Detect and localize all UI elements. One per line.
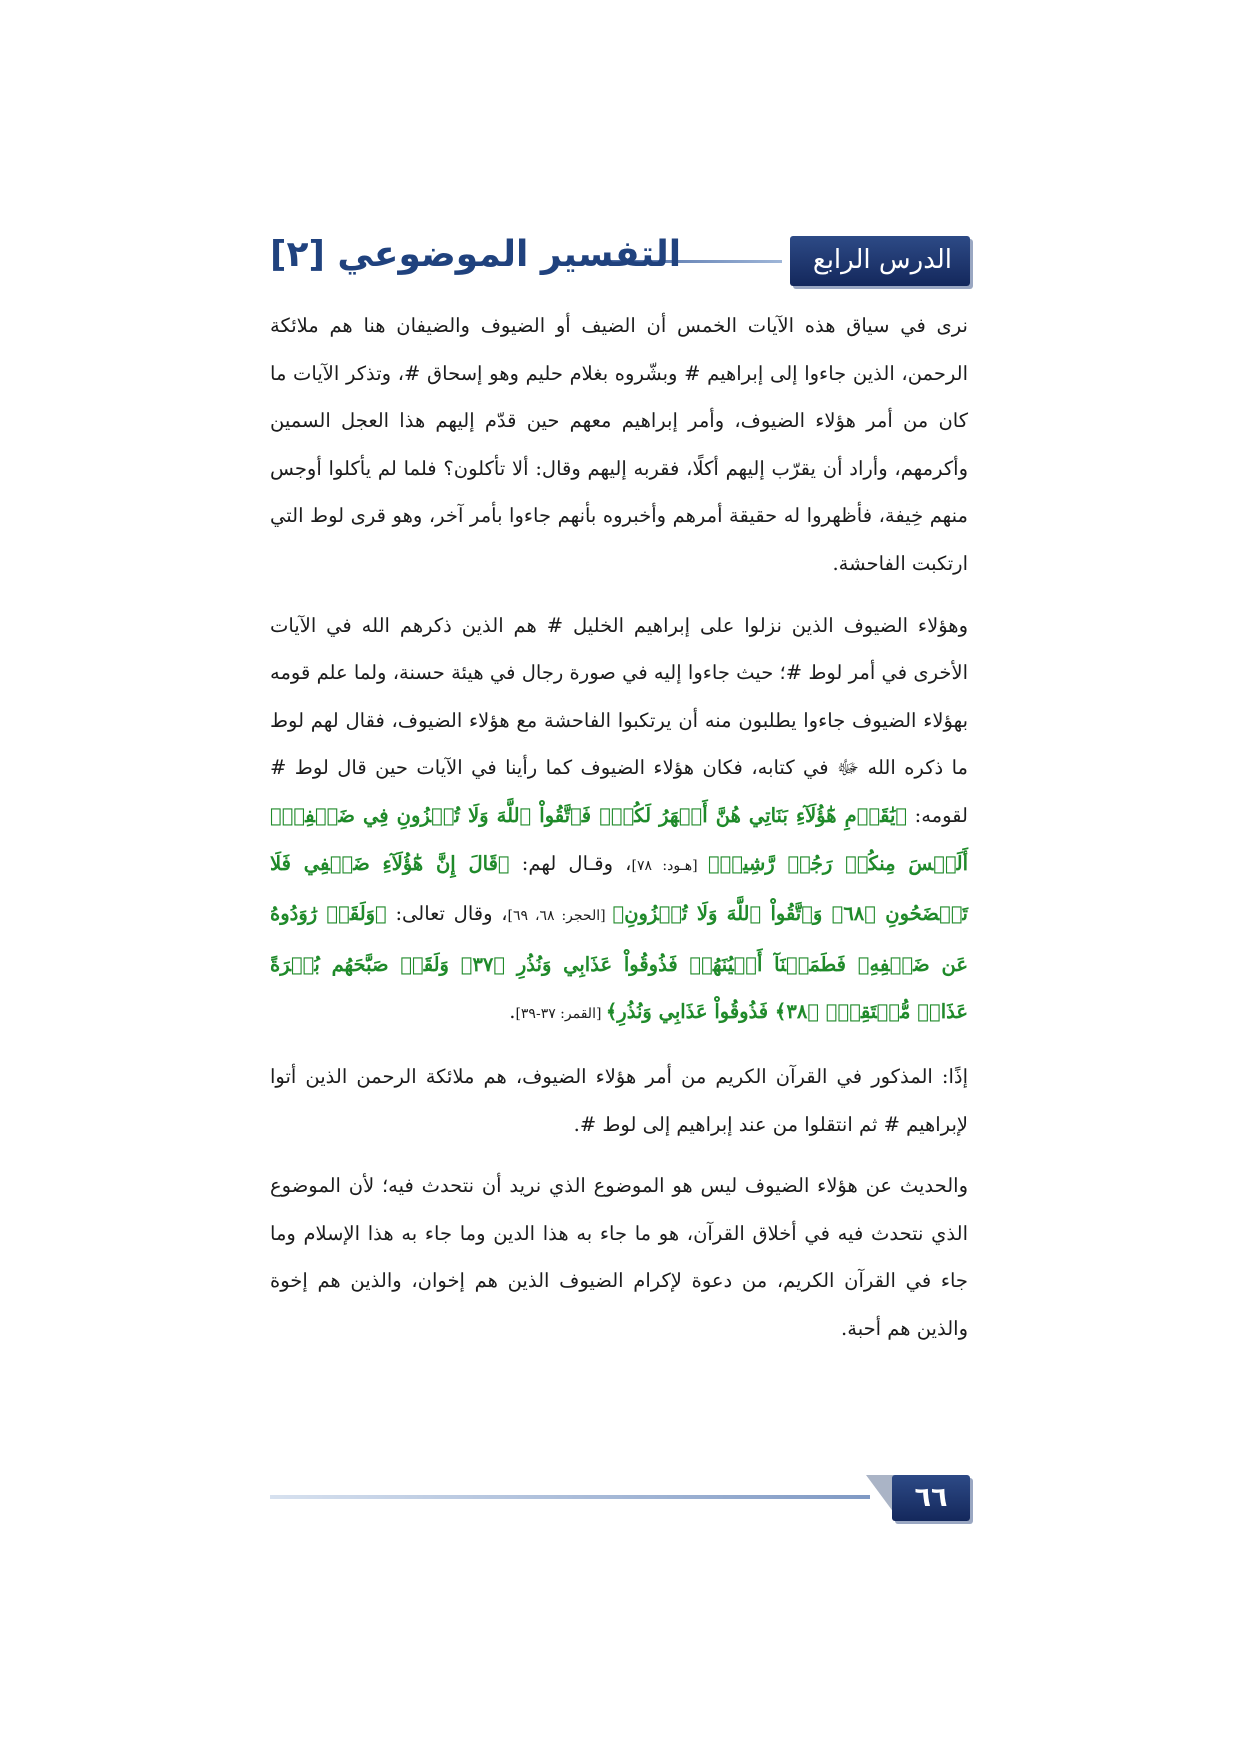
quran-verse: ﴿يَٰقَوۡمِ هَٰٓؤُلَآءِ بَنَاتِي هُنَّ أَطۡهَرُ لَكُمۡۖ فَٱتَّقُواْ ٱللَّهَ وَلَا تُخۡزُونِ فِي ضَيۡفِيٓۖ أَلَيۡسَ مِنكُمۡ رَجُلٞ رَّشِيدٞ﴾ <box>270 803 968 875</box>
lesson-label: الدرس الرابع <box>812 245 952 275</box>
paragraph-text: والحديث عن هؤلاء الضيوف ليس هو الموضوع الذي نريد أن نتحدث فيه؛ لأن الموضوع الذي نتحدث فيه في أخلاق القرآن، هو ما جاء به هذا الدين وما جاء به هذا الإسلام وما جاء في القرآن الكريم، من دعوة لإكرام الضيوف الذين هم إخوان، والذين هم إخوة والذين هم أحبة. <box>270 1174 968 1340</box>
paragraph-text: ، وقال تعالى: <box>386 902 508 926</box>
verse-reference: [هـود: ٧٨] <box>631 857 708 874</box>
page-header <box>270 228 970 290</box>
verse-reference: [الحجر: ٦٨، ٦٩] <box>507 908 613 925</box>
quran-verse: ﴿قَالَ إِنَّ هَٰٓؤُلَآءِ ضَيۡفِي فَلَا تَفۡضَحُونِ ﴿٦٨﴾ وَٱتَّقُواْ ٱللَّهَ وَلَا تُخۡزُونِ﴾ <box>270 851 968 926</box>
paragraph-text: إذًا: المذكور في القرآن الكريم من أمر هؤلاء الضيوف، هم ملائكة الرحمن الذين أتوا لإبراهيم # ثم انتقلوا من عند إبراهيم إلى لوط #. <box>270 1064 968 1136</box>
main-text <box>270 302 968 1366</box>
page-footer <box>270 1475 970 1525</box>
paragraph <box>270 1053 968 1148</box>
page-number: ٦٦ <box>892 1475 970 1521</box>
footer-divider <box>270 1495 870 1499</box>
verse-reference: [القمر: ٣٧-٣٩] <box>515 1006 606 1023</box>
paragraph-text: . <box>509 1000 516 1024</box>
paragraph-text: وهؤلاء الضيوف الذين نزلوا على إبراهيم الخليل # هم الذين ذكرهم الله في الآيات الأخرى في أمر لوط #؛ حيث جاءوا إليه في صورة رجال في هيئة حسنة، ولما علم قومه بهؤلاء الضيوف جاءوا يطلبون منه أن يرتكبوا الفاحشة مع هؤلاء الضيوف، فقال لهم لوط ما ذكره الله ﷻ في كتابه، فكان هؤلاء الضيوف كما رأينا في الآيات حين قال لوط # لقومه: <box>270 613 968 827</box>
paragraph <box>270 602 968 1039</box>
quran-verse: ﴿وَلَقَدۡ رَٰوَدُوهُ عَن ضَيۡفِهِۦ فَطَمَسۡنَآ أَعۡيُنَهُمۡ فَذُوقُواْ عَذَابِي وَنُذُرِ ﴿٣٧﴾ وَلَقَدۡ صَبَّحَهُم بُكۡرَةً عَذَابٞ مُّسۡتَقِرّٞ ﴿٣٨﴾ فَذُوقُواْ عَذَابِي وَنُذُرِ﴾ <box>270 902 968 1024</box>
paragraph <box>270 302 968 588</box>
paragraph <box>270 1162 968 1352</box>
lesson-badge <box>790 236 970 286</box>
paragraph-text: نرى في سياق هذه الآيات الخمس أن الضيف أو الضيوف والضيفان هنا هم ملائكة الرحمن، الذين جاءوا إلى إبراهيم # وبشّروه بغلام حليم وهو إسحاق #، وتذكر الآيات ما كان من أمر هؤلاء الضيوف، وأمر إبراهيم معهم حين قدّم إليهم هذا العجل السمين وأكرمهم، وأراد أن يقرّب إليهم أكلًا، فقربه إليهم وقال: ألا تأكلون؟ فلما لم يأكلوا أوجس منهم خِيفة، فأظهروا له حقيقة أمرهم وأخبروه بأنهم جاءوا بأمر آخر، وهو قرى لوط التي ارتكبت الفاحشة. <box>270 314 968 575</box>
series-title: التفسير الموضوعي [٢] <box>270 234 682 275</box>
paragraph-text: ، وقـال لهم: <box>509 851 632 875</box>
